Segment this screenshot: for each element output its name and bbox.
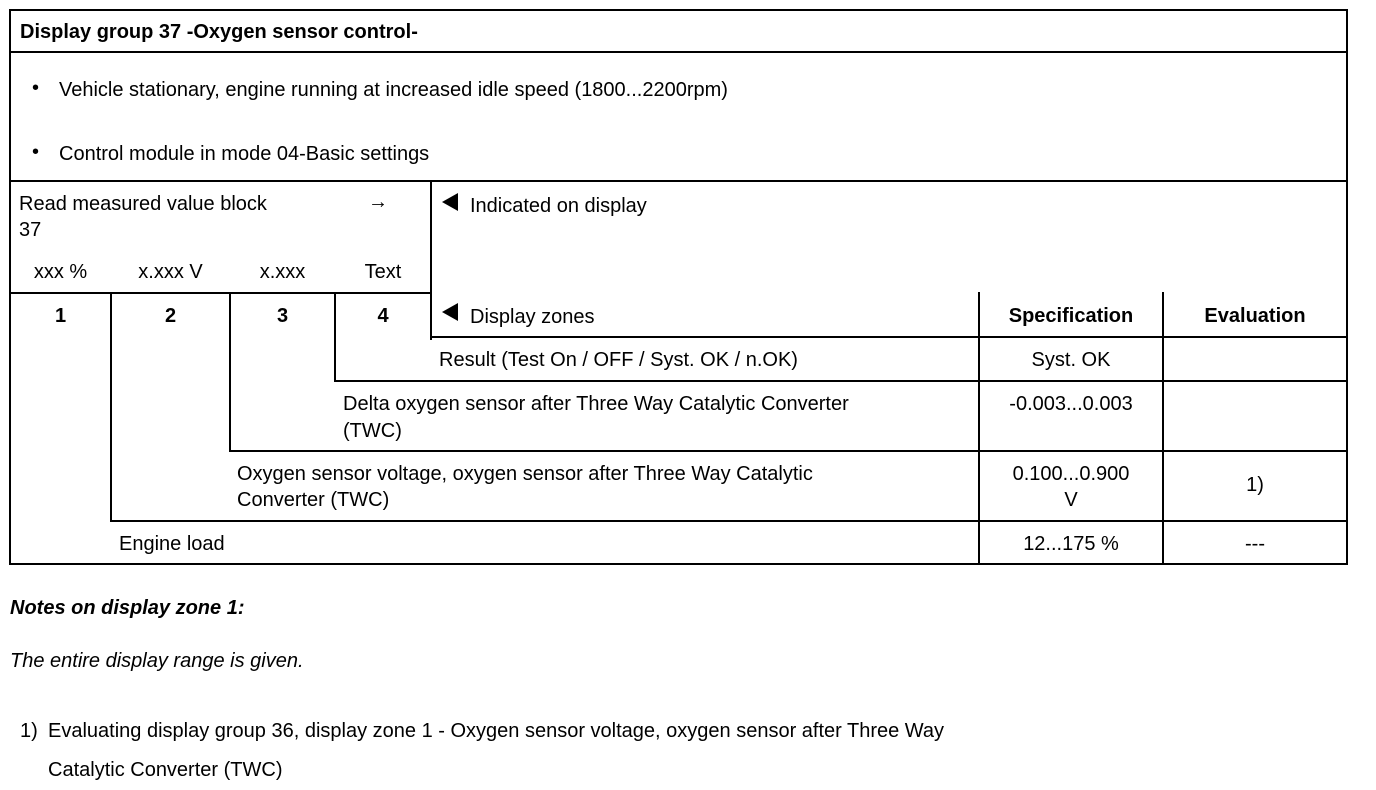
triangle-left-icon: [442, 193, 458, 211]
row-spec-result: Syst. OK: [1031, 349, 1111, 371]
eval-header: Evaluation: [1204, 305, 1306, 327]
notes-text: The entire display range is given.: [10, 650, 304, 672]
spec-header: Specification: [1008, 305, 1134, 327]
block-number: 37: [19, 219, 42, 241]
block-label: Read measured value block: [19, 193, 267, 215]
row-label-voltage-2: Converter (TWC): [237, 489, 390, 511]
row-eval-engine-load: ---: [1245, 533, 1265, 555]
zone-number-1: 1: [54, 305, 67, 327]
indicated-label: Indicated on display: [470, 195, 647, 217]
row-label-delta: Delta oxygen sensor after Three Way Catalytic Converter: [343, 393, 849, 415]
zone-number-3: 3: [276, 305, 289, 327]
row-spec-voltage: 0.100...0.900: [1012, 463, 1130, 485]
row-spec-voltage-unit: V: [1064, 489, 1078, 511]
row-label-result: Result (Test On / OFF / Syst. OK / n.OK): [439, 349, 798, 371]
footnote-line-2: Catalytic Converter (TWC): [48, 759, 283, 781]
row-label-delta-2: (TWC): [343, 420, 402, 442]
row-spec-engine-load: 12...175 %: [1023, 533, 1119, 555]
footnote-line-1: Evaluating display group 36, display zone 1 - Oxygen sensor voltage, oxygen sensor after Three Way: [48, 720, 945, 742]
triangle-left-icon: [442, 303, 458, 321]
row-label-engine-load: Engine load: [119, 533, 225, 555]
row-eval-voltage: 1): [1246, 474, 1264, 496]
unit-3: x.xxx: [259, 261, 306, 283]
bullet: •: [32, 77, 40, 99]
zone-number-2: 2: [164, 305, 177, 327]
notes-heading: Notes on display zone 1:: [10, 597, 245, 619]
row-spec-delta: -0.003...0.003: [1009, 393, 1133, 415]
unit-4: Text: [364, 261, 402, 283]
display-zones-label: Display zones: [470, 306, 595, 328]
condition-1: Vehicle stationary, engine running at increased idle speed (1800...2200rpm): [59, 79, 728, 101]
page-title: Display group 37 -Oxygen sensor control-: [20, 21, 418, 43]
unit-1: xxx %: [33, 261, 88, 283]
zone-number-4: 4: [377, 305, 389, 327]
condition-2: Control module in mode 04-Basic settings: [59, 143, 430, 165]
row-label-voltage: Oxygen sensor voltage, oxygen sensor after Three Way Catalytic: [237, 463, 813, 485]
bullet: •: [32, 141, 40, 163]
unit-2: x.xxx V: [138, 261, 203, 283]
arrow-right-icon: →: [368, 191, 388, 213]
footnote-marker: 1): [20, 720, 38, 742]
